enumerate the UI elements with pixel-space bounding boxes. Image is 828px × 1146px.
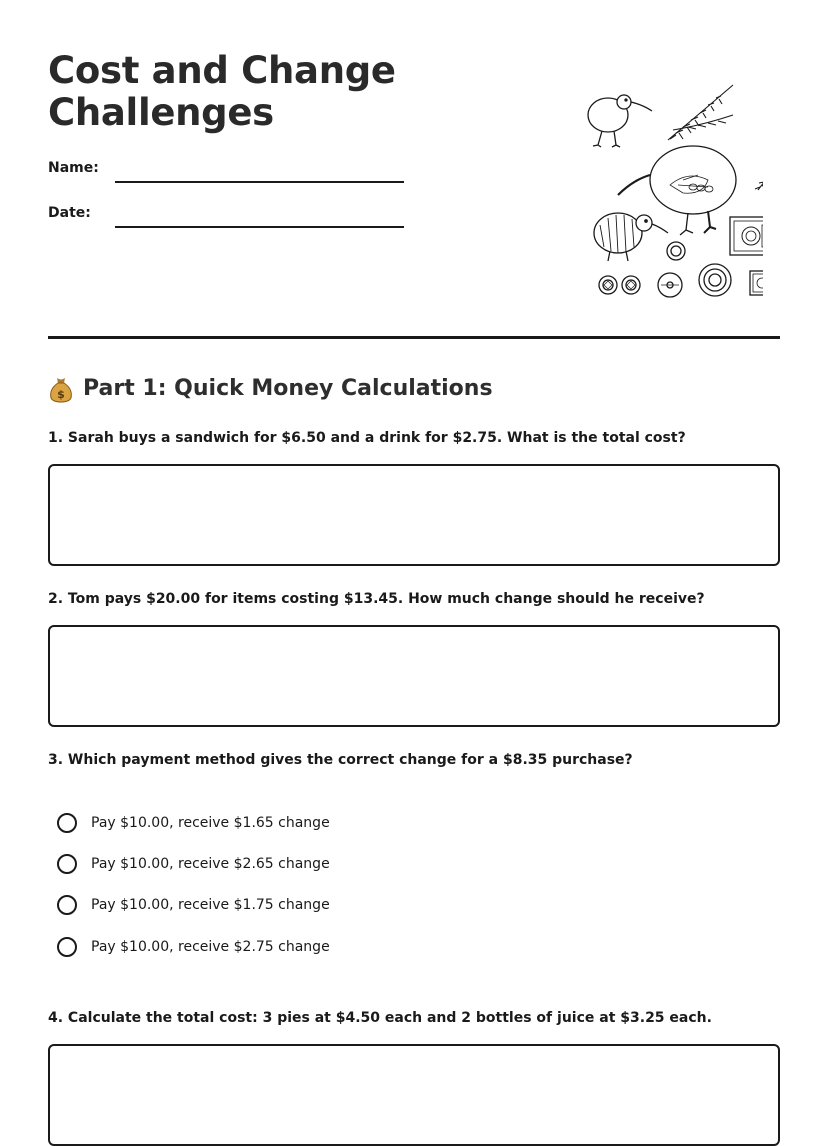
question-1: 1. Sarah buys a sandwich for $6.50 and a drink for $2.75. What is the total cost?: [48, 430, 686, 446]
option-label: Pay $10.00, receive $1.75 change: [91, 897, 330, 913]
kiwi-money-illustration: [538, 75, 763, 305]
svg-text:$: $: [57, 388, 65, 401]
radio-button[interactable]: [57, 895, 77, 915]
date-line[interactable]: [115, 226, 404, 228]
fern-leaf-icon: [755, 155, 763, 190]
coin-icon: [599, 276, 617, 294]
option-label: Pay $10.00, receive $2.65 change: [91, 856, 330, 872]
option-label: Pay $10.00, receive $2.75 change: [91, 939, 330, 955]
kiwi-bird-icon: [594, 213, 668, 261]
date-label: Date:: [48, 205, 91, 221]
question-3: 3. Which payment method gives the correct change for a $8.35 purchase?: [48, 752, 633, 768]
option-2[interactable]: [57, 852, 330, 876]
section-divider: [48, 336, 780, 339]
name-line[interactable]: [115, 181, 404, 183]
question-2: 2. Tom pays $20.00 for items costing $13.45. How much change should he receive?: [48, 591, 705, 607]
coin-icon: [667, 242, 685, 260]
option-label: Pay $10.00, receive $1.65 change: [91, 815, 330, 831]
banknote-icon: [750, 271, 763, 295]
question-4: 4. Calculate the total cost: 3 pies at $4.50 each and 2 bottles of juice at $3.25 each.: [48, 1010, 712, 1026]
answer-box-2[interactable]: [48, 625, 780, 727]
kiwi-bird-icon: [588, 95, 652, 147]
option-4[interactable]: [57, 935, 330, 959]
title-line-2: Challenges: [48, 91, 274, 134]
option-1[interactable]: [57, 811, 330, 835]
part1-heading: [48, 374, 493, 404]
radio-button[interactable]: [57, 937, 77, 957]
radio-button[interactable]: [57, 813, 77, 833]
title-line-1: Cost and Change: [48, 49, 396, 92]
answer-box-1[interactable]: [48, 464, 780, 566]
option-3[interactable]: [57, 893, 330, 917]
banknote-icon: [730, 217, 763, 255]
coin-icon: [658, 273, 682, 297]
coin-icon: [622, 276, 640, 294]
name-label: Name:: [48, 160, 99, 176]
radio-button[interactable]: [57, 854, 77, 874]
fern-leaf-icon: [668, 85, 733, 140]
page-title: [48, 50, 396, 134]
coin-icon: [699, 264, 731, 296]
money-bag-icon: [48, 375, 74, 403]
answer-box-4[interactable]: [48, 1044, 780, 1146]
part1-title: Part 1: Quick Money Calculations: [83, 376, 493, 401]
